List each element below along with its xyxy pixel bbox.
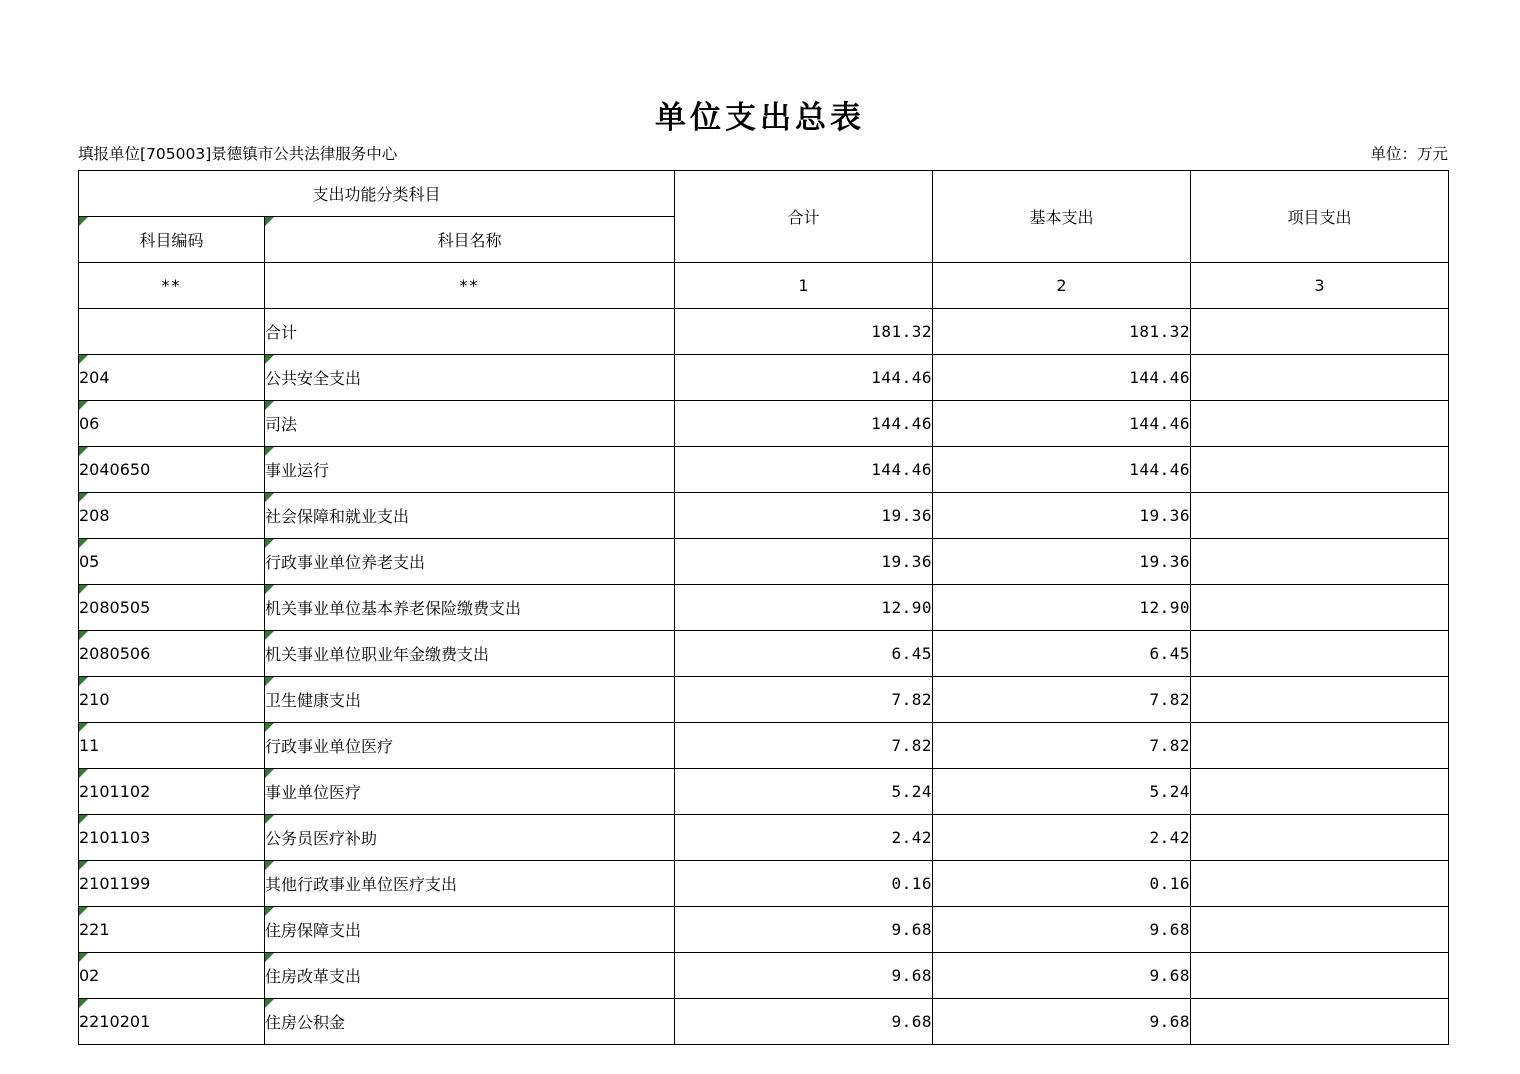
row-code: 204 <box>79 355 265 401</box>
header-group-classification: 支出功能分类科目 <box>79 171 675 217</box>
row-name: 公共安全支出 <box>265 355 675 401</box>
row-name: 住房保障支出 <box>265 907 675 953</box>
row-name: 司法 <box>265 401 675 447</box>
row-basic: 144.46 <box>933 447 1191 493</box>
colnum-basic: 2 <box>933 263 1191 309</box>
row-code: 2210201 <box>79 999 265 1045</box>
table-row <box>79 493 1449 539</box>
row-project <box>1191 447 1449 493</box>
table-row <box>79 585 1449 631</box>
row-project <box>1191 631 1449 677</box>
row-code: 2101199 <box>79 861 265 907</box>
row-code: 210 <box>79 677 265 723</box>
row-basic: 12.90 <box>933 585 1191 631</box>
table-row <box>79 907 1449 953</box>
row-project <box>1191 769 1449 815</box>
row-project <box>1191 677 1449 723</box>
row-total: 9.68 <box>675 953 933 999</box>
row-total: 6.45 <box>675 631 933 677</box>
row-name: 其他行政事业单位医疗支出 <box>265 861 675 907</box>
row-project <box>1191 539 1449 585</box>
expenditure-table <box>78 170 1449 1045</box>
row-code: 02 <box>79 953 265 999</box>
row-project <box>1191 401 1449 447</box>
row-project <box>1191 815 1449 861</box>
row-total: 181.32 <box>675 309 933 355</box>
row-name: 公务员医疗补助 <box>265 815 675 861</box>
row-name: 住房公积金 <box>265 999 675 1045</box>
row-total: 9.68 <box>675 907 933 953</box>
row-total: 144.46 <box>675 355 933 401</box>
row-name: 合计 <box>265 309 675 355</box>
row-project <box>1191 907 1449 953</box>
table-row <box>79 631 1449 677</box>
unit-note-label: 单位：万元 <box>1370 145 1448 163</box>
row-project <box>1191 493 1449 539</box>
row-total: 5.24 <box>675 769 933 815</box>
row-project <box>1191 999 1449 1045</box>
row-name: 卫生健康支出 <box>265 677 675 723</box>
row-basic: 7.82 <box>933 677 1191 723</box>
row-project <box>1191 585 1449 631</box>
row-code: 05 <box>79 539 265 585</box>
table-row <box>79 861 1449 907</box>
row-total: 2.42 <box>675 815 933 861</box>
table-row <box>79 309 1449 355</box>
row-basic: 9.68 <box>933 907 1191 953</box>
colnum-total: 1 <box>675 263 933 309</box>
row-name: 事业单位医疗 <box>265 769 675 815</box>
row-code: 208 <box>79 493 265 539</box>
row-total: 144.46 <box>675 447 933 493</box>
row-code: 2080506 <box>79 631 265 677</box>
row-name: 行政事业单位养老支出 <box>265 539 675 585</box>
row-basic: 144.46 <box>933 355 1191 401</box>
table-row <box>79 355 1449 401</box>
table-row <box>79 401 1449 447</box>
filler-unit-label: 填报单位[705003]景德镇市公共法律服务中心 <box>78 145 398 163</box>
table-row <box>79 953 1449 999</box>
row-project <box>1191 861 1449 907</box>
row-name: 机关事业单位职业年金缴费支出 <box>265 631 675 677</box>
colnum-code: ** <box>79 263 265 309</box>
page-title: 单位支出总表 <box>655 100 865 136</box>
header-basic: 基本支出 <box>933 171 1191 263</box>
header-name: 科目名称 <box>265 217 675 263</box>
row-name: 事业运行 <box>265 447 675 493</box>
row-name: 行政事业单位医疗 <box>265 723 675 769</box>
row-project <box>1191 355 1449 401</box>
row-code <box>79 309 265 355</box>
row-code: 11 <box>79 723 265 769</box>
row-total: 19.36 <box>675 539 933 585</box>
row-code: 2101103 <box>79 815 265 861</box>
row-basic: 19.36 <box>933 493 1191 539</box>
colnum-name: ** <box>265 263 675 309</box>
row-total: 12.90 <box>675 585 933 631</box>
table-row <box>79 677 1449 723</box>
row-project <box>1191 953 1449 999</box>
row-name: 住房改革支出 <box>265 953 675 999</box>
row-code: 221 <box>79 907 265 953</box>
table-row <box>79 815 1449 861</box>
header-total: 合计 <box>675 171 933 263</box>
row-project <box>1191 309 1449 355</box>
row-basic: 9.68 <box>933 953 1191 999</box>
row-basic: 2.42 <box>933 815 1191 861</box>
row-code: 2080505 <box>79 585 265 631</box>
table-column-number-row <box>79 263 1449 309</box>
row-total: 9.68 <box>675 999 933 1045</box>
row-name: 社会保障和就业支出 <box>265 493 675 539</box>
row-basic: 19.36 <box>933 539 1191 585</box>
header-code: 科目编码 <box>79 217 265 263</box>
table-row <box>79 447 1449 493</box>
meta-row <box>78 142 1448 164</box>
row-total: 144.46 <box>675 401 933 447</box>
colnum-project: 3 <box>1191 263 1449 309</box>
row-code: 2040650 <box>79 447 265 493</box>
row-basic: 6.45 <box>933 631 1191 677</box>
row-basic: 0.16 <box>933 861 1191 907</box>
table-row <box>79 723 1449 769</box>
table-row <box>79 999 1449 1045</box>
row-code: 06 <box>79 401 265 447</box>
row-basic: 7.82 <box>933 723 1191 769</box>
row-basic: 9.68 <box>933 999 1191 1045</box>
table-row <box>79 539 1449 585</box>
row-basic: 144.46 <box>933 401 1191 447</box>
row-total: 0.16 <box>675 861 933 907</box>
row-project <box>1191 723 1449 769</box>
row-name: 机关事业单位基本养老保险缴费支出 <box>265 585 675 631</box>
row-total: 7.82 <box>675 677 933 723</box>
row-basic: 5.24 <box>933 769 1191 815</box>
table-header-row-1 <box>79 171 1449 217</box>
header-project: 项目支出 <box>1191 171 1449 263</box>
row-total: 19.36 <box>675 493 933 539</box>
row-total: 7.82 <box>675 723 933 769</box>
row-code: 2101102 <box>79 769 265 815</box>
table-row <box>79 769 1449 815</box>
row-basic: 181.32 <box>933 309 1191 355</box>
